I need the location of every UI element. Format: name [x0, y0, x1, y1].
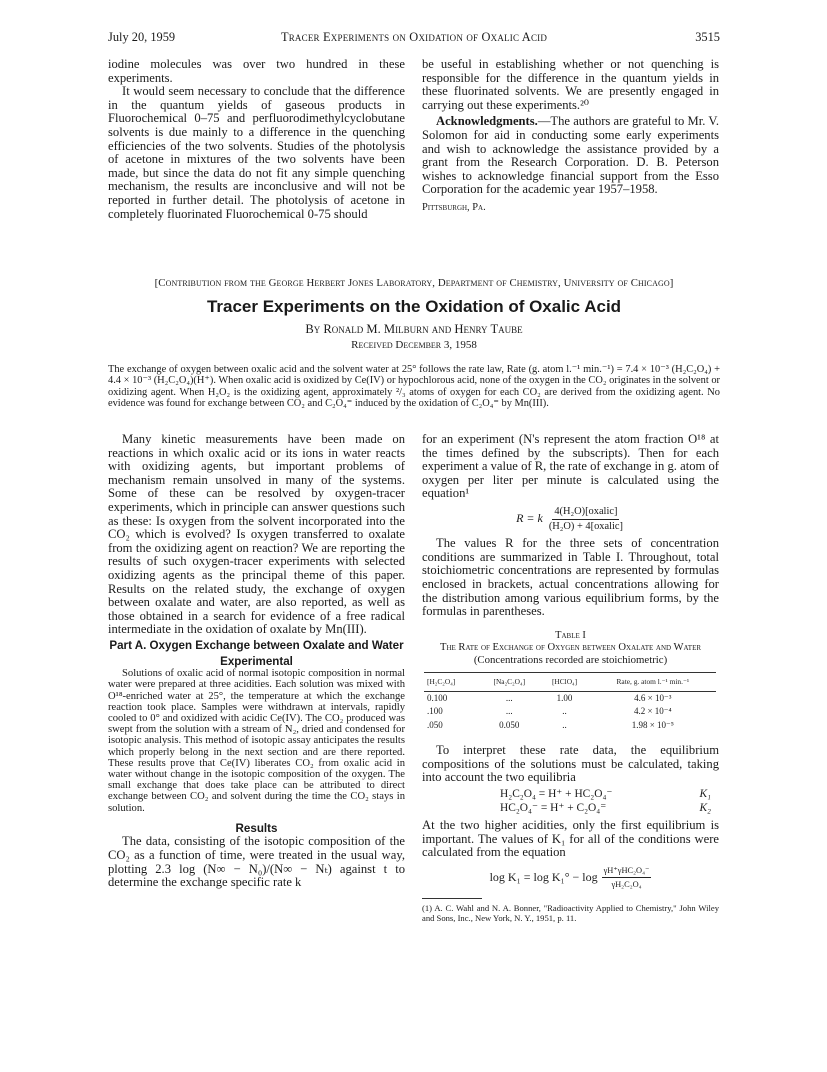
article-right-column — [422, 433, 719, 923]
prev-article-location: Pittsburgh, Pa. — [422, 201, 486, 213]
log-k-equation-fraction — [602, 864, 652, 892]
intro-paragraph: Many kinetic measurements have been made on reactions in which oxalic acid or its ions in water reacts with oxidizing agents, but important problems of mechanism remain unsolved in many of the systems. Some of these can be resolved by oxygen-tracer experiments, which in principle can answer questions such as these: Is oxygen from the solvent incorporated into the CO₂ which is evolved? Is oxygen transferred to oxalate from the oxidizing agent on reaction? We are reporting the results of such oxygen-tracer experiments with selected oxidizing agents as the principal theme of this paper. Results on the related study, the exchange of oxygen between oxalate and water, are also reported, as well as those obtained in a search for evidence of a free radical intermediate in the oxidation of oxalate by Mn(III). — [108, 432, 405, 637]
table-cell: .050 — [427, 719, 443, 730]
received-date: Received December 3, 1958 — [351, 339, 477, 351]
right-paragraph-4: At the two higher acidities, only the first equilibrium is important. The values of K₁ for all of the conditions were calculated from the equation — [422, 818, 719, 860]
table-cell: .. — [562, 706, 567, 717]
table-cell: 4.2 × 10⁻⁴ — [633, 706, 672, 717]
article-left-column — [108, 433, 405, 890]
abstract: The exchange of oxygen between oxalic acid and the solvent water at 25° follows the rate law, Rate (g. atom l.⁻¹ min.⁻¹) = 7.4 × 10⁻³ (H₂C₂O₄) + 4.4 × 10⁻³ (H₂C₂O₄)(H⁺). When oxalic acid is oxidized by Ce(IV) or hypochlorous acid, none of the oxygen in the CO₂ originates in the solvent or oxidizing agent. When H₂O₂ is the oxidizing agent, approximately ²/₃ atoms of oxygen for each CO₂ are derived from the oxidizing agent. No evidence was found for exchange between CO₂ and C₂O₄⁼ induced by the oxidation of C₂O₄⁼ by Mn(III). — [108, 364, 720, 409]
experimental-heading: Experimental — [220, 654, 293, 668]
contribution-line: [Contribution from the George Herbert Jones Laboratory, Department of Chemistry, University of Chicago] — [154, 277, 674, 289]
right-paragraph-3: To interpret these rate data, the equilibrium compositions of the solutions must be calculated, taking into account the two equilibria — [422, 743, 719, 785]
equilibrium-equation: H₂C₂O₄ = H⁺ + HC₂O₄⁻ — [500, 788, 613, 801]
footnote-rule — [422, 898, 482, 899]
table-header-cell: [H₂C₂O₄] — [424, 672, 479, 691]
prev-article-right-column — [422, 58, 719, 215]
results-heading: Results — [235, 821, 278, 835]
equilibrium-constant: K₁ — [699, 788, 711, 801]
table-row — [424, 719, 716, 733]
header-running-title: Tracer Experiments on Oxidation of Oxalic Acid — [280, 30, 548, 44]
equilibrium-constant: K₂ — [699, 802, 711, 815]
table-header-cell: [Na₂C₂O₄] — [479, 672, 539, 691]
results-paragraph: The data, consisting of the isotopic composition of the CO₂ as a function of time, were treated in the usual way, plotting 2.3 log (N∞ − N₀)/(N∞ − Nₜ) against t to determine the exchange specific rate k — [108, 834, 405, 890]
prev-left-paragraph-1: iodine molecules was over two hundred in these experiments. — [108, 57, 405, 85]
rate-equation-numerator: 4(H₂O)[oxalic] — [552, 505, 619, 520]
header-page-number: 3515 — [695, 30, 720, 44]
equilibrium-row — [422, 788, 719, 802]
table-cell: ... — [505, 692, 513, 703]
table-cell: 4.6 × 10⁻³ — [634, 692, 672, 703]
table-cell: 1.00 — [556, 692, 573, 703]
acknowledgments-label: Acknowledgments. — [436, 114, 538, 129]
prev-article-left-column — [108, 58, 405, 221]
table-header-cell: [HClO₄] — [539, 672, 589, 691]
table-row — [424, 691, 716, 705]
log-k-equation-numerator: γH⁺γHC₂O₄⁻ — [602, 864, 652, 879]
table-header-cell: Rate, g. atom l.⁻¹ min.⁻¹ — [590, 672, 716, 691]
acknowledgments-text: —The authors are grateful to Mr. V. Solomon for aid in conducting some early experiments and wish to acknowledge the assistance provided by a grant from the Research Corporation. D. B. Peterson wishes to acknowledge financial support from the Esso Corporation for the academic year 1957–1958. — [422, 114, 719, 197]
acknowledgments-paragraph — [422, 115, 719, 197]
running-header — [108, 30, 720, 46]
prev-right-paragraph-1: be useful in establishing whether or not quenching is responsible for the difference in the quantum yields in these fluorinated solvents. We are presently engaged in carrying out these experiments.²⁰ — [422, 57, 719, 112]
footnote-1: (1) A. C. Wahl and N. A. Bonner, "Radioactivity Applied to Chemistry," John Wiley and Sons, Inc., New York, N. Y., 1951, p. 11. — [422, 903, 719, 924]
table-cell: 0.100 — [427, 692, 448, 703]
table-cell: .. — [562, 719, 567, 730]
table-title: The Rate of Exchange of Oxygen between Oxalate and Water — [439, 642, 702, 654]
log-k-equation-lhs: log K₁ = log K₁° − log — [489, 870, 598, 885]
equilibria-block — [422, 788, 719, 816]
table-row — [424, 705, 716, 719]
rate-equation — [422, 505, 719, 533]
table-subtitle: (Concentrations recorded are stoichiometric) — [473, 654, 668, 667]
equilibrium-equation: HC₂O₄⁻ = H⁺ + C₂O₄⁼ — [500, 802, 607, 815]
part-a-heading: Part A. Oxygen Exchange between Oxalate and Water — [109, 638, 404, 652]
rate-equation-denominator: (H₂O) + 4[oxalic] — [548, 520, 623, 532]
experimental-paragraph: Solutions of oxalic acid of normal isotopic composition in normal water were prepared at three acidities. Each solution was mixed with O¹⁸-enriched water at 25°, the temperature at which the exchange reaction took place. Samples were withdrawn at intervals, rapidly cooled to 0° and oxidized with acidic Ce(IV). The CO₂ produced was swept from the solution with a stream of N₂, dried and condensed for isotopic analysis. This method of isotopic assay anticipates the results which properly belong in the next section and are there reported. These results prove that Ce(IV) liberates CO₂ from oxalic acid in water without change in the isotopic composition of the oxygen. The small exchange that does take place can be attributed to direct exchange between CO₂ and solvent during the time the CO₂ stays in solution. — [108, 668, 405, 814]
log-k-equation — [422, 864, 719, 892]
table-cell: ... — [505, 706, 513, 717]
table-label: Table I — [555, 629, 586, 641]
table-cell: 0.050 — [499, 719, 520, 730]
log-k-equation-denominator: γH₂C₂O₄ — [611, 880, 642, 890]
table-cell: 1.98 × 10⁻⁵ — [631, 719, 674, 730]
article-authors: By Ronald M. Milburn and Henry Taube — [305, 322, 523, 336]
header-date: July 20, 1959 — [108, 30, 176, 44]
article-title: Tracer Experiments on the Oxidation of Oxalic Acid — [206, 297, 622, 316]
right-paragraph-2: The values R for the three sets of concentration conditions are summarized in Table I. Throughout, total stoichiometric concentrations are represented by formulas enclosed in brackets, actual concentrations allowing for the distribution among various equilibrium forms, by the formulas in parentheses. — [422, 536, 719, 619]
equilibrium-row — [422, 802, 719, 816]
table-header-row — [424, 672, 716, 691]
prev-left-paragraph-2: It would seem necessary to conclude that the difference in the quantum yields of gaseous products in Fluorochemical 0–75 and perfluorodimethylcyclobutane solvents is due mainly to a difference in the quenching efficiencies of the two solvents. Studies of the photolysis of acetone in mixtures of the two solvents have been made, but since the data do not fit any simple quenching mechanism, the results are inconclusive and will not be reported in further detail. The photolysis of acetone in completely fluorinated Fluorochemical 0-75 should — [108, 84, 405, 221]
rate-table — [424, 672, 716, 732]
table-cell: .100 — [427, 706, 443, 717]
rate-equation-lhs: R = k — [516, 511, 543, 526]
right-paragraph-1: for an experiment (N's represent the atom fraction O¹⁸ at the times defined by the subscripts). Then for each experiment a value of R, the rate of exchange in g. atom of oxygen per liter per minute is calculated using the equation¹ — [422, 432, 719, 501]
rate-equation-fraction — [547, 505, 625, 533]
